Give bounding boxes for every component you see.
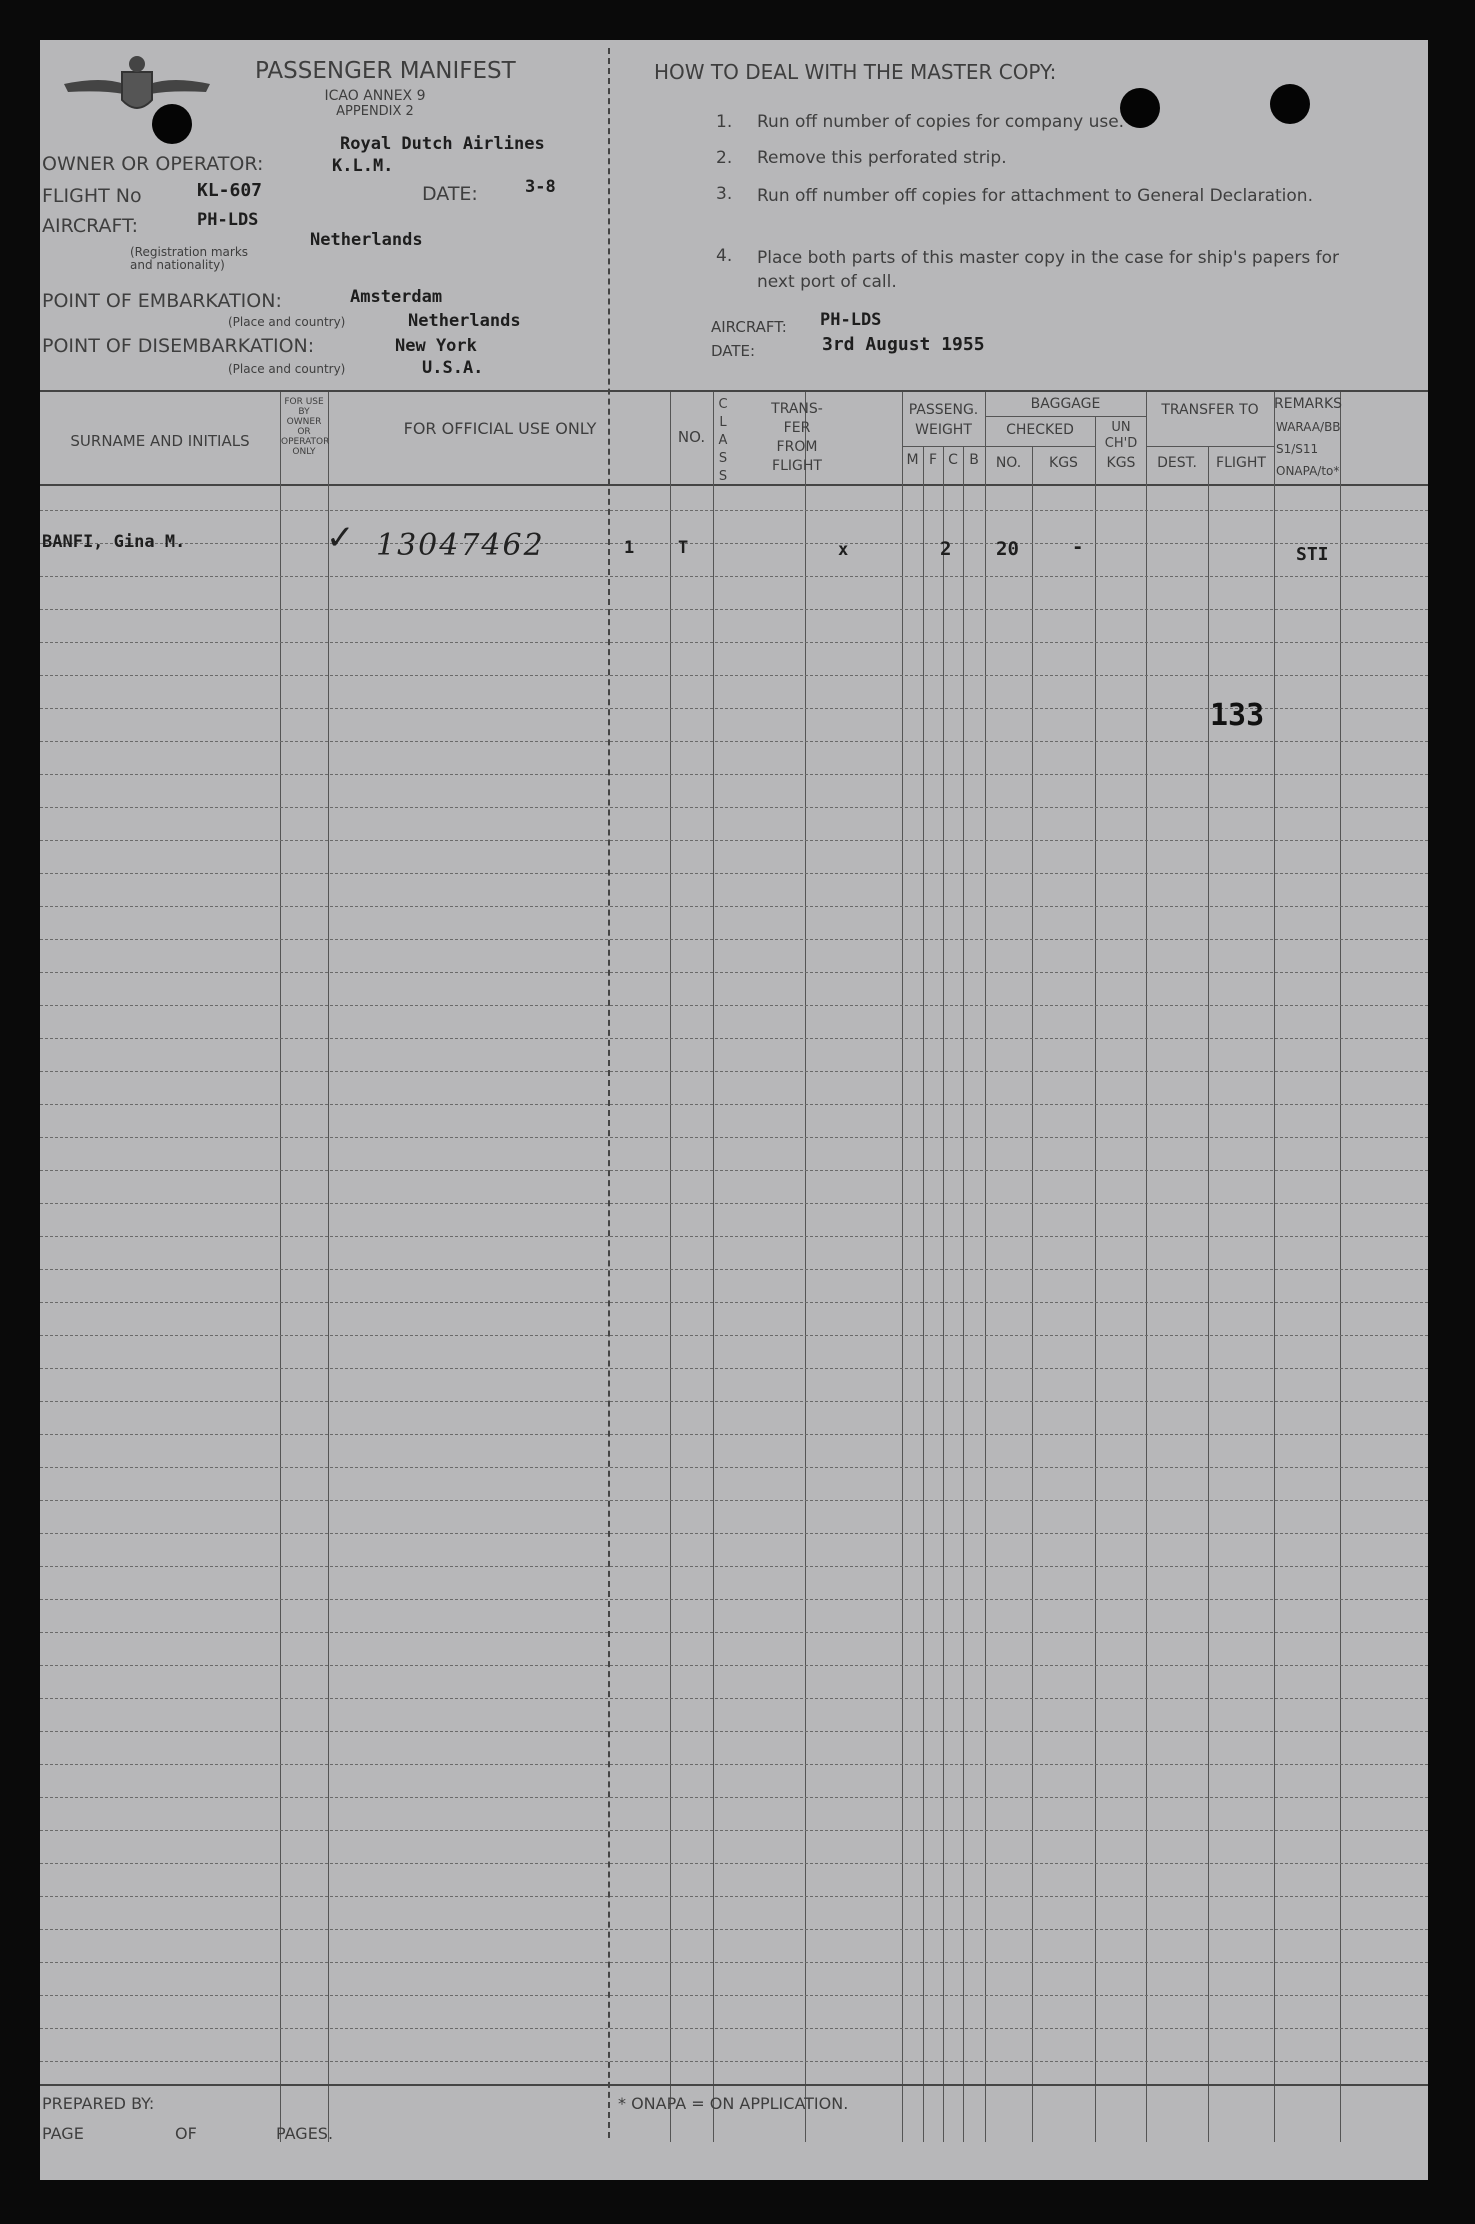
row-rule-line bbox=[40, 675, 1428, 676]
col-line bbox=[1208, 446, 1209, 2142]
col-line bbox=[1340, 392, 1341, 2142]
passenger-no: 1 bbox=[624, 538, 635, 558]
row-rule-line bbox=[40, 2061, 1428, 2062]
col-remarks-sub: WARAA/BB S1/S11 ONAPA/to* bbox=[1276, 420, 1341, 478]
col-line bbox=[670, 392, 671, 2142]
row-rule-line bbox=[40, 1368, 1428, 1369]
passenger-class: T bbox=[678, 538, 689, 558]
registration-note: (Registration marks and nationality) bbox=[130, 245, 249, 272]
instruction-num: 3. bbox=[716, 184, 733, 204]
col-official: FOR OFFICIAL USE ONLY bbox=[403, 419, 597, 438]
col-line bbox=[1032, 446, 1033, 2142]
col-transfer-from: TRANS- FER FROM FLIGHT bbox=[771, 401, 823, 474]
row-rule-line bbox=[40, 840, 1428, 841]
row-rule-line bbox=[40, 1335, 1428, 1336]
disembark-label: POINT OF DISEMBARKATION: bbox=[42, 335, 315, 357]
row-rule-line bbox=[40, 906, 1428, 907]
col-checked: CHECKED bbox=[1006, 422, 1074, 438]
row-rule-line bbox=[40, 609, 1428, 610]
row-rule-line bbox=[40, 939, 1428, 940]
col-surname: SURNAME AND INITIALS bbox=[70, 432, 250, 450]
col-remarks: REMARKS bbox=[1274, 396, 1343, 412]
col-for-use: FOR USE BY OWNER OR OPERATOR ONLY bbox=[281, 397, 330, 457]
row-rule-line bbox=[40, 1566, 1428, 1567]
row-rule-line bbox=[40, 1995, 1428, 1996]
embark-city: Amsterdam bbox=[350, 287, 443, 307]
row-rule-line bbox=[40, 1137, 1428, 1138]
transfer-subline bbox=[1146, 446, 1274, 447]
row-rule-line bbox=[40, 1434, 1428, 1435]
embark-country: Netherlands bbox=[408, 311, 521, 331]
row-rule-line bbox=[40, 1038, 1428, 1039]
row-rule-line bbox=[40, 1896, 1428, 1897]
icao-annex: ICAO ANNEX 9 bbox=[324, 88, 426, 104]
instruction-text: Run off number of copies for company use. bbox=[757, 112, 1125, 132]
row-rule-line bbox=[40, 1632, 1428, 1633]
col-transfer-to: TRANSFER TO bbox=[1161, 402, 1259, 418]
pages-label: PAGES. bbox=[276, 2124, 334, 2143]
owner-value: Royal Dutch Airlines bbox=[340, 134, 545, 154]
row-rule-line bbox=[40, 1467, 1428, 1468]
col-line bbox=[1146, 392, 1147, 2142]
instr-aircraft-value: PH-LDS bbox=[820, 310, 882, 330]
embark-label: POINT OF EMBARKATION: bbox=[42, 290, 282, 312]
weight-subline bbox=[902, 446, 985, 447]
col-line bbox=[805, 392, 806, 2142]
col-baggage: BAGGAGE bbox=[1030, 396, 1101, 412]
date-value: 3-8 bbox=[525, 177, 556, 197]
row-rule-line bbox=[40, 1698, 1428, 1699]
manifest-sheet bbox=[40, 40, 1428, 2180]
col-line bbox=[943, 446, 944, 2142]
onapa-note: * ONAPA = ON APPLICATION. bbox=[618, 2094, 849, 2113]
row-rule-line bbox=[40, 1071, 1428, 1072]
aircraft-nationality: Netherlands bbox=[310, 230, 423, 250]
row-rule-line bbox=[40, 1929, 1428, 1930]
row-rule-line bbox=[40, 1731, 1428, 1732]
col-flight: FLIGHT bbox=[1216, 455, 1266, 471]
owner-label: OWNER OR OPERATOR: bbox=[42, 153, 264, 175]
col-weight-f: F bbox=[928, 452, 938, 468]
table-top-line bbox=[40, 390, 1428, 392]
col-kgs: KGS bbox=[1049, 455, 1078, 471]
col-kgs-unchd: KGS bbox=[1106, 455, 1136, 471]
instruction-text: Place both parts of this master copy in the case for ship's papers for next port of call. bbox=[757, 248, 1339, 292]
bag-count: 2 bbox=[940, 538, 952, 560]
row-rule-line bbox=[40, 1533, 1428, 1534]
col-no: NO. bbox=[677, 428, 706, 446]
row-rule-line bbox=[40, 1269, 1428, 1270]
row-rule-line bbox=[40, 1962, 1428, 1963]
col-weight-b: B bbox=[969, 452, 979, 468]
instr-date-value: 3rd August 1955 bbox=[822, 334, 985, 355]
instructions-title: HOW TO DEAL WITH THE MASTER COPY: bbox=[654, 60, 1057, 84]
checkmark-icon: ✓ bbox=[326, 518, 355, 558]
instr-date-label: DATE: bbox=[711, 342, 756, 360]
col-line bbox=[923, 446, 924, 2142]
row-rule-line bbox=[40, 1203, 1428, 1204]
page-stamp-number: 133 bbox=[1210, 698, 1265, 733]
col-class: C L A S S bbox=[718, 397, 728, 484]
disembark-country: U.S.A. bbox=[422, 358, 484, 378]
punch-hole bbox=[1270, 84, 1310, 124]
instruction-text: Remove this perforated strip. bbox=[757, 148, 1007, 168]
bag-kgs: 20 bbox=[996, 538, 1019, 560]
prepared-by-label: PREPARED BY: bbox=[42, 2094, 155, 2113]
row-rule-line bbox=[40, 1665, 1428, 1666]
instruction-num: 4. bbox=[716, 246, 733, 266]
instruction-num: 2. bbox=[716, 148, 733, 168]
row-rule-line bbox=[40, 1401, 1428, 1402]
unchecked-kgs: - bbox=[1072, 536, 1084, 558]
klm-crest-logo bbox=[62, 54, 212, 124]
checked-subline bbox=[985, 446, 1095, 447]
punch-hole bbox=[1120, 88, 1160, 128]
of-label: OF bbox=[175, 2124, 197, 2143]
date-label: DATE: bbox=[422, 183, 478, 205]
col-weight-c: C bbox=[948, 452, 958, 468]
row-rule-line bbox=[40, 642, 1428, 643]
disembark-place-note: (Place and country) bbox=[228, 362, 346, 376]
appendix: APPENDIX 2 bbox=[336, 104, 414, 119]
row-rule-line bbox=[40, 1764, 1428, 1765]
row-rule-line bbox=[40, 972, 1428, 973]
col-weight-m: M bbox=[906, 452, 919, 468]
aircraft-label: AIRCRAFT: bbox=[42, 215, 139, 237]
weight-mark: x bbox=[838, 540, 849, 560]
footer-line bbox=[40, 2084, 1428, 2086]
col-unchd: UN CH'D bbox=[1104, 420, 1138, 451]
row-rule-line bbox=[40, 543, 1428, 544]
row-rule-line bbox=[40, 1170, 1428, 1171]
row-rule-line bbox=[40, 873, 1428, 874]
col-dest: DEST. bbox=[1157, 455, 1197, 471]
col-passeng-weight: PASSENG. WEIGHT bbox=[908, 402, 979, 438]
row-rule-line bbox=[40, 741, 1428, 742]
official-number: 13047462 bbox=[376, 528, 545, 563]
row-rule-line bbox=[40, 1500, 1428, 1501]
row-rule-line bbox=[40, 1830, 1428, 1831]
col-line bbox=[902, 392, 903, 2142]
row-rule-line bbox=[40, 1599, 1428, 1600]
row-rule-line bbox=[40, 1797, 1428, 1798]
instr-aircraft-label: AIRCRAFT: bbox=[711, 318, 787, 336]
instruction-text: Run off number off copies for attachment to General Declaration. bbox=[757, 186, 1313, 206]
col-line bbox=[280, 392, 281, 2142]
row-rule-line bbox=[40, 2028, 1428, 2029]
instruction-num: 1. bbox=[716, 112, 733, 132]
col-line bbox=[985, 392, 986, 2142]
row-rule-line bbox=[40, 1302, 1428, 1303]
row-rule-line bbox=[40, 774, 1428, 775]
row-rule-line bbox=[40, 807, 1428, 808]
col-bag-no: NO. bbox=[995, 455, 1022, 471]
flight-label: FLIGHT No bbox=[42, 185, 142, 207]
page-label: PAGE bbox=[42, 2124, 84, 2143]
row-rule-line bbox=[40, 1236, 1428, 1237]
col-line bbox=[328, 392, 329, 2142]
disembark-city: New York bbox=[395, 336, 477, 356]
col-line bbox=[963, 446, 964, 2142]
col-line bbox=[1274, 392, 1275, 2142]
embark-place-note: (Place and country) bbox=[228, 315, 346, 329]
passenger-surname: BANFI, Gina M. bbox=[42, 532, 186, 552]
table-header-bottom-line bbox=[40, 484, 1428, 486]
aircraft-value: PH-LDS bbox=[197, 210, 259, 230]
row-rule-line bbox=[40, 576, 1428, 577]
manifest-title: PASSENGER MANIFEST bbox=[255, 58, 516, 84]
row-rule-line bbox=[40, 1104, 1428, 1105]
header-divider bbox=[608, 48, 610, 2138]
col-line bbox=[713, 392, 714, 2142]
owner-value-short: K.L.M. bbox=[332, 156, 394, 176]
flight-value: KL-607 bbox=[197, 180, 263, 201]
row-rule-line bbox=[40, 1863, 1428, 1864]
row-rule-line bbox=[40, 1005, 1428, 1006]
row-rule-line bbox=[40, 510, 1428, 511]
remarks-value: STI bbox=[1296, 544, 1329, 565]
baggage-subline bbox=[985, 416, 1146, 417]
